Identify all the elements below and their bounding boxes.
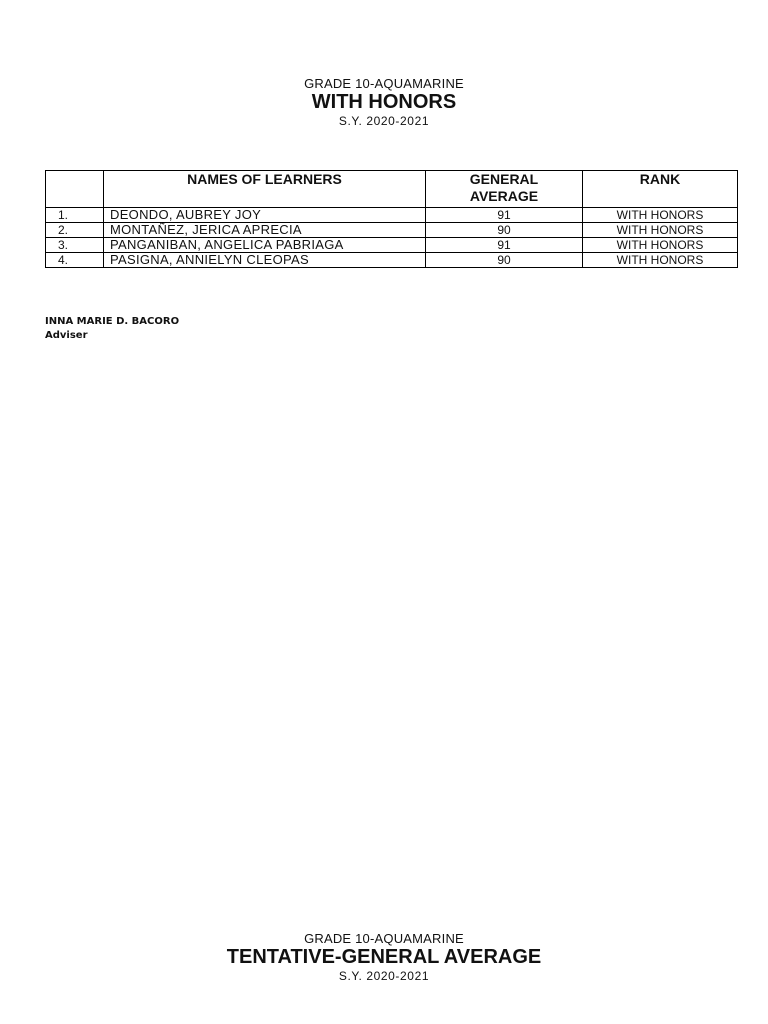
adviser-signature-block bbox=[45, 315, 179, 343]
rank-value: WITH HONORS bbox=[583, 238, 738, 253]
rank-value: WITH HONORS bbox=[583, 253, 738, 268]
school-year-label: S.Y. 2020-2021 bbox=[338, 114, 430, 128]
table-row bbox=[46, 253, 738, 268]
honors-table bbox=[45, 170, 738, 268]
general-average-value: 91 bbox=[426, 238, 583, 253]
page-title: WITH HONORS bbox=[311, 91, 457, 113]
table-row bbox=[46, 238, 738, 253]
header-names: NAMES OF LEARNERS bbox=[104, 171, 426, 208]
section-title: TENTATIVE-GENERAL AVERAGE bbox=[226, 946, 542, 968]
general-average-value: 91 bbox=[426, 208, 583, 223]
adviser-name: INNA MARIE D. BACORO bbox=[45, 316, 180, 327]
grade-section-label: GRADE 10-AQUAMARINE bbox=[304, 931, 464, 946]
row-number: 1. bbox=[46, 208, 104, 223]
row-number: 2. bbox=[46, 223, 104, 238]
row-number: 4. bbox=[46, 253, 104, 268]
school-year-label: S.Y. 2020-2021 bbox=[338, 969, 430, 983]
header-rank: RANK bbox=[583, 171, 738, 208]
learner-name: DEONDO, AUBREY JOY bbox=[104, 208, 426, 223]
grade-section-label: GRADE 10-AQUAMARINE bbox=[304, 76, 464, 91]
header-general-average-line1: GENERAL bbox=[469, 171, 539, 187]
learner-name: PASIGNA, ANNIELYN CLEOPAS bbox=[104, 253, 426, 268]
table-row bbox=[46, 208, 738, 223]
bottom-heading bbox=[0, 931, 768, 983]
rank-value: WITH HONORS bbox=[583, 223, 738, 238]
header-number bbox=[46, 171, 104, 208]
learner-name: MONTAÑEZ, JERICA APRECIA bbox=[104, 223, 426, 238]
top-heading bbox=[0, 76, 768, 128]
general-average-value: 90 bbox=[426, 223, 583, 238]
rank-value: WITH HONORS bbox=[583, 208, 738, 223]
header-general-average-line2: AVERAGE bbox=[469, 188, 539, 204]
learner-name: PANGANIBAN, ANGELICA PABRIAGA bbox=[104, 238, 426, 253]
general-average-value: 90 bbox=[426, 253, 583, 268]
table-row bbox=[46, 223, 738, 238]
row-number: 3. bbox=[46, 238, 104, 253]
adviser-role: Adviser bbox=[45, 330, 88, 341]
header-general-average bbox=[426, 171, 583, 208]
table-header-row bbox=[46, 171, 738, 208]
